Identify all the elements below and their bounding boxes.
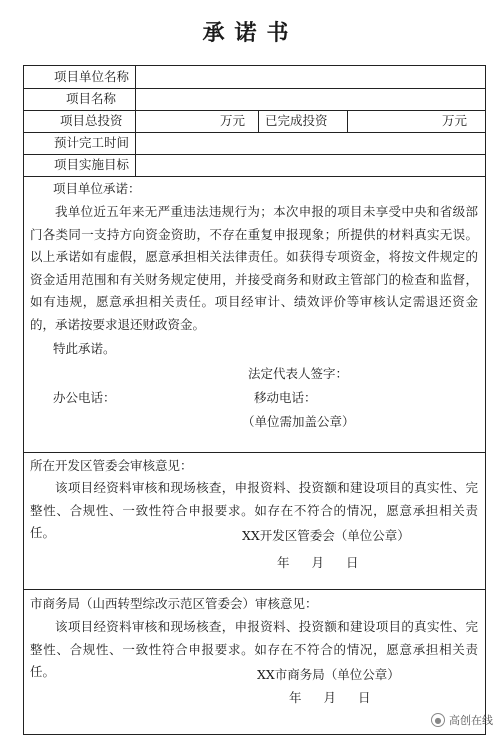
label-total-investment: 项目总投资: [60, 113, 123, 128]
label-completion-time: 预计完工时间: [54, 135, 130, 150]
dev-zone-seal: XX开发区管委会（单位公章）: [242, 528, 410, 543]
bureau-heading: 市商务局（山西转型综改示范区管委会）审核意见：: [30, 596, 318, 611]
label-unit-wanyuan: 万元: [220, 113, 246, 128]
commitment-body: 我单位近五年来无严重违法违规行为；本次申报的项目未享受中央和省级部门各类同一支持方向资金资助，不存在重复申报现象；所提供的材料真实无误。以上承诺如有虚假，愿意承担相关法律责任。如获得专项资金，将按文件规定的资金适用范围和有关财务规定使用，并接受商务和财政主管部门的检查和监督，如有违规，愿意承担相关责任。项目经审计、绩效评价等审核认定需退还资金的，承诺按要求退还财政资金。: [30, 204, 478, 332]
column-divider: [135, 66, 136, 176]
document-title: 承诺书: [202, 20, 299, 46]
label-implementation-goal: 项目实施目标: [54, 157, 130, 172]
dev-zone-date: 年 月 日: [277, 555, 359, 570]
commitment-form: [23, 65, 486, 735]
row-divider: [24, 88, 485, 89]
office-phone: 办公电话：: [53, 390, 116, 405]
label-project-name: 项目名称: [66, 91, 117, 106]
legal-rep-signature: 法定代表人签字：: [248, 366, 349, 381]
wechat-icon: ●: [431, 713, 445, 727]
label-unit-wanyuan-2: 万元: [442, 113, 468, 128]
commitment-closing: 特此承诺。: [53, 341, 116, 356]
watermark: [431, 712, 493, 728]
row-divider: [24, 176, 485, 177]
bureau-date: 年 月 日: [289, 690, 371, 705]
column-divider: [347, 110, 348, 132]
section-divider: [24, 589, 485, 590]
row-divider: [24, 110, 485, 111]
label-unit-name: 项目单位名称: [54, 69, 130, 84]
bureau-seal: XX市商务局（单位公章）: [257, 667, 400, 682]
seal-note: （单位需加盖公章）: [242, 414, 355, 429]
dev-zone-body: 该项目经资料审核和现场核查，申报资料、投资额和建设项目的真实性、完整性、合规性、一致性符合申报要求。如存在不符合的情况，愿意承担相关责任。: [30, 480, 478, 540]
section-divider: [24, 452, 485, 453]
column-divider: [258, 110, 259, 132]
bureau-body: 该项目经资料审核和现场核查，申报资料、投资额和建设项目的真实性、完整性、合规性、一致性符合申报要求。如存在不符合的情况，愿意承担相关责任。: [30, 619, 478, 679]
mobile-phone: 移动电话：: [254, 390, 317, 405]
commitment-heading: 项目单位承诺：: [53, 181, 141, 196]
row-divider: [24, 154, 485, 155]
watermark-text: 高创在线: [449, 714, 493, 727]
dev-zone-heading: 所在开发区管委会审核意见：: [30, 458, 193, 473]
row-divider: [24, 132, 485, 133]
label-completed-investment: 已完成投资: [265, 113, 328, 128]
